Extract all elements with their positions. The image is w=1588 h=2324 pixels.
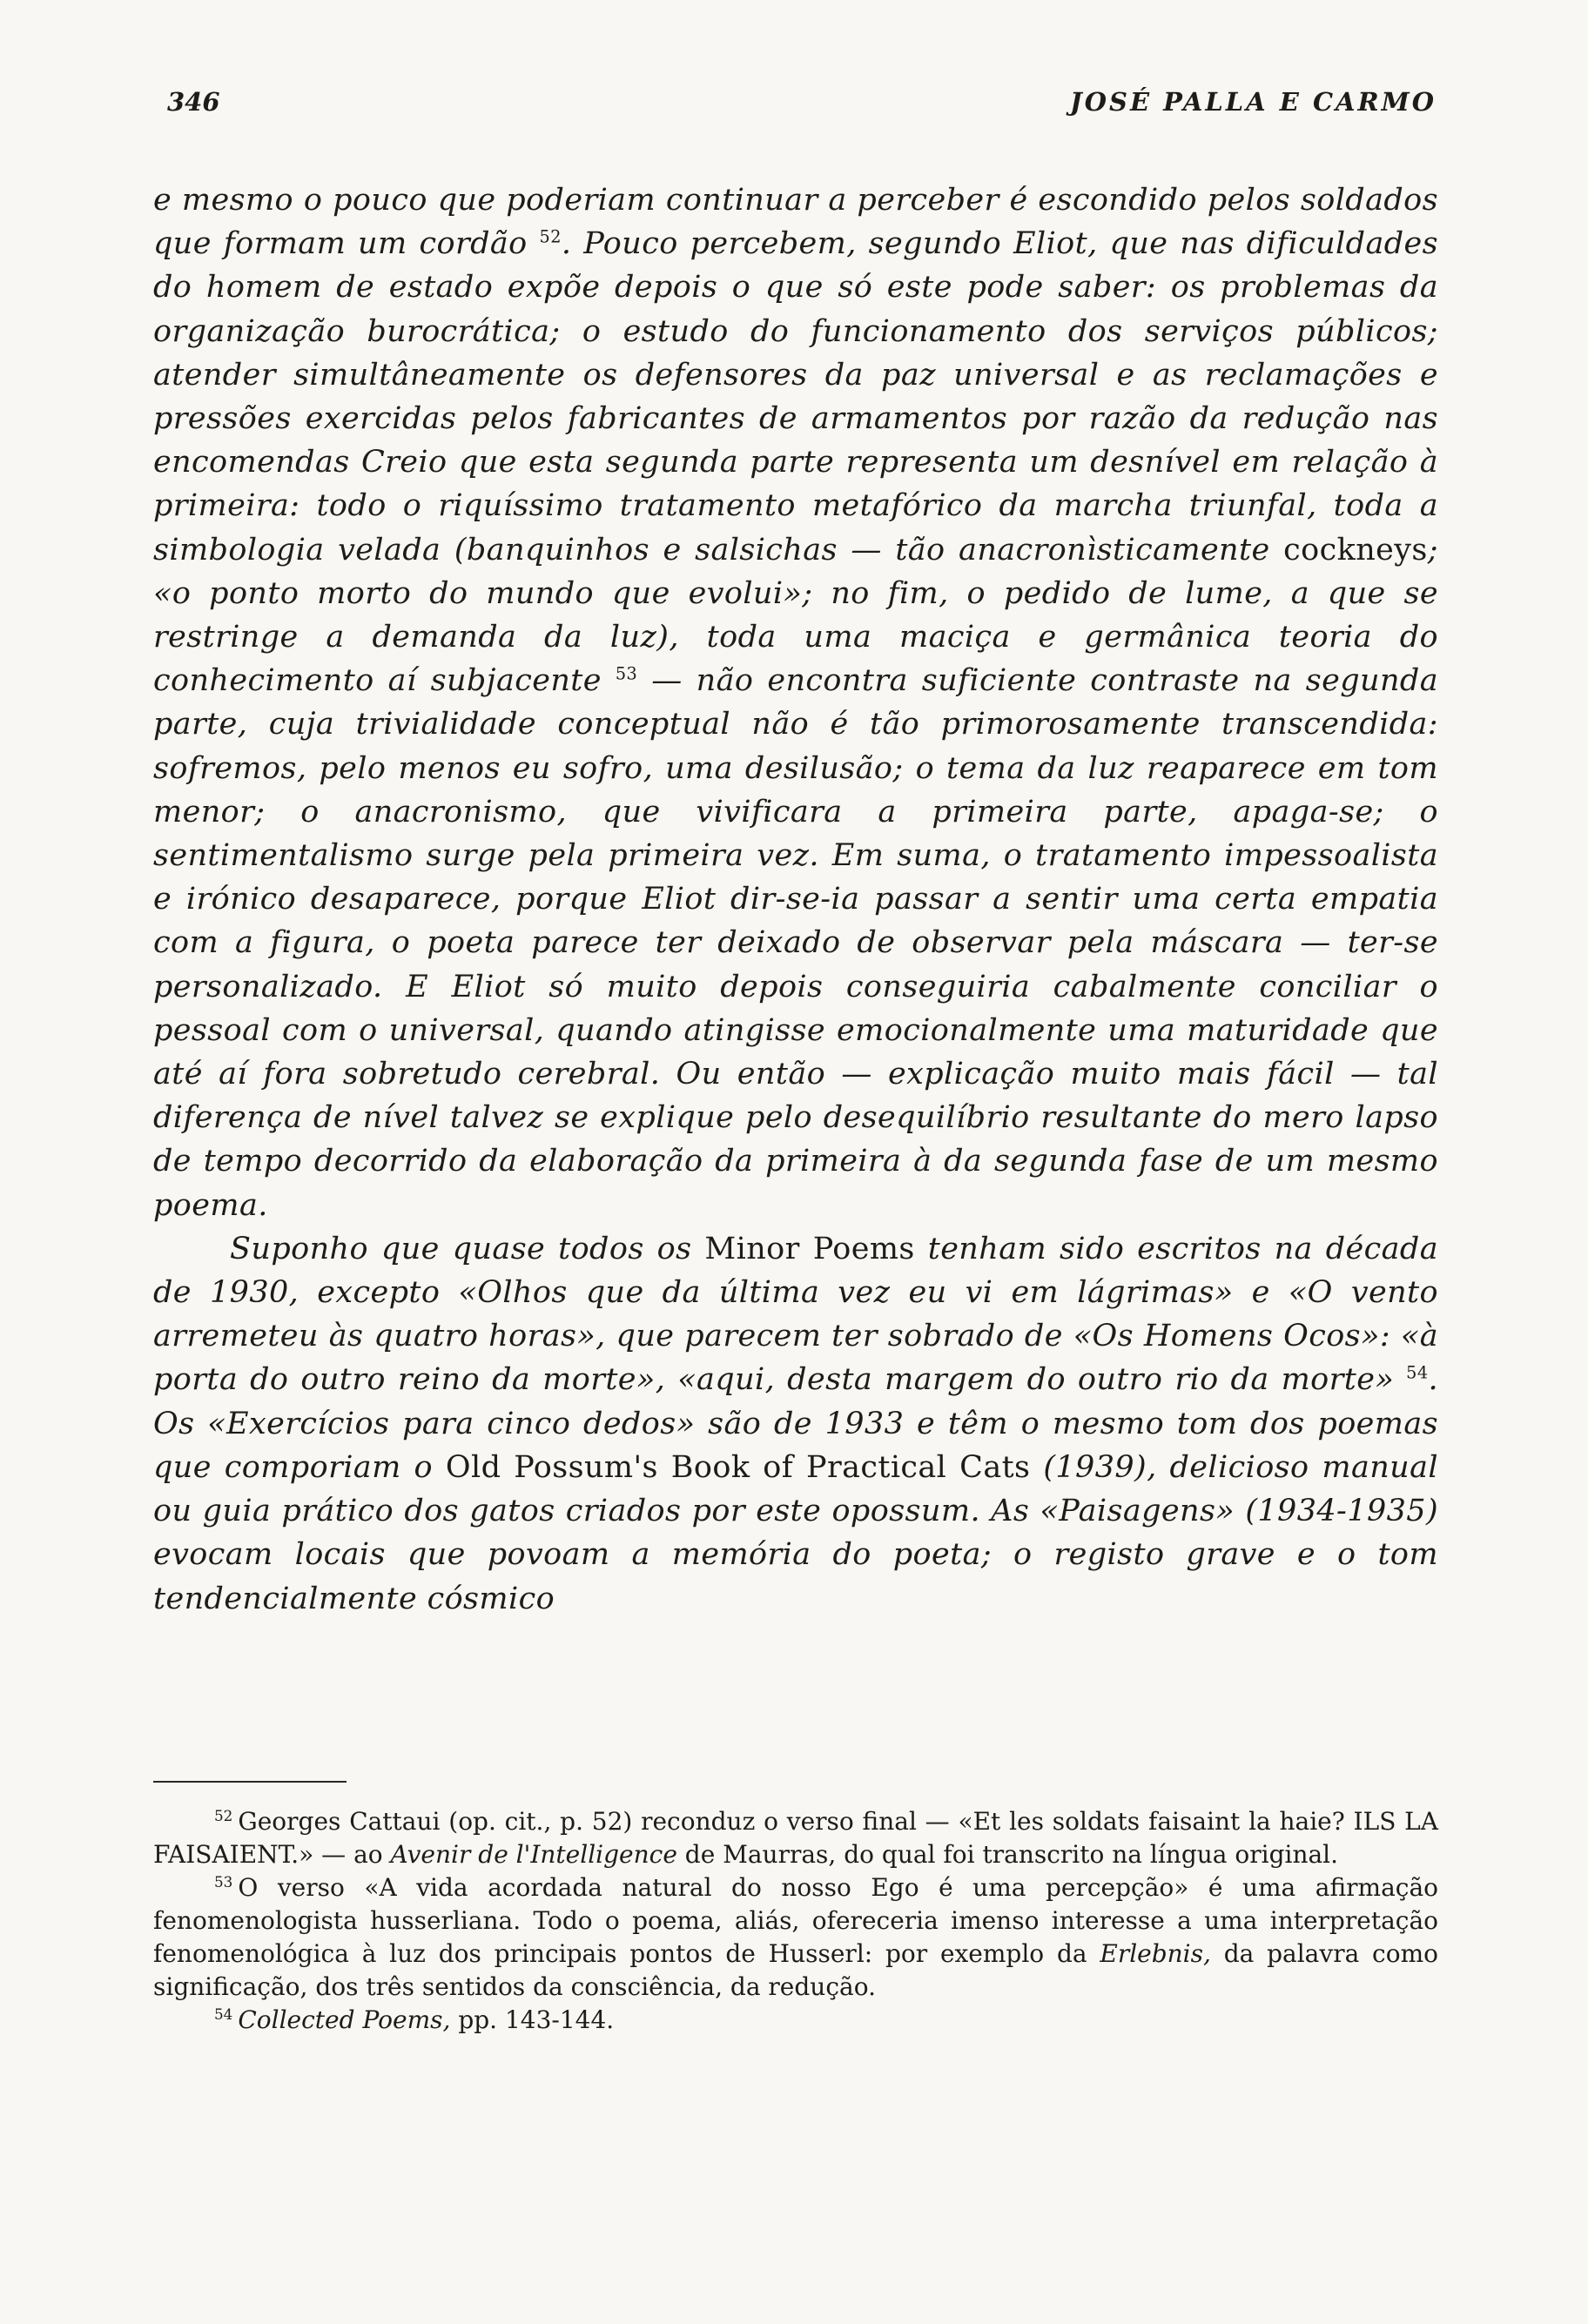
- footnote-divider: [153, 1781, 347, 1783]
- paragraph: Suponho que quase todos os Minor Poems tenham sido escritos na década de 1930, excepto «Olhos que da última vez eu vi em lágrimas» e «O vento arremeteu às quatro horas», que parecem ter sobrado de «Os Homens Ocos»: «à porta do outro reino da morte», «aqui, desta margem do outro rio da morte» $^{54}$. Os «Exercícios para cinco dedos» são de 1933 e têm o mesmo tom dos poemas que comporiam o Old Possum's Book of Practical Cats (1939), delicioso manual ou guia prático dos gatos criados por este opossum. As «Paisagens» (1934-1935) evocam locais que povoam a memória do poeta; o registo grave e o tom tendencialmente cósmico: [153, 1231, 1438, 1616]
- running-head-author: JOSÉ PALLA E CARMO: [1070, 87, 1437, 117]
- footnote-53: $^{53}$ O verso «A vida acordada natural do nosso Ego é uma percepção» é uma afirmação fenomenologista husserliana. Todo o poema, aliás, ofereceria imenso interesse a uma interpretação fenomenológica à luz dos principais pontos de Husserl: por exemplo da Erlebnis, da palavra como significação, dos três sentidos da consciência, da redução.: [153, 1872, 1439, 2001]
- footnote-52: $^{52}$ Georges Cattaui (op. cit., p. 52) reconduz o verso final — «Et les soldats faisaint la haie? ILS LA FAISAIENT.» — ao Avenir de l'Intelligence de Maurras, do qual foi transcrito na língua original.: [153, 1806, 1438, 1869]
- footnote-ref[interactable]: 53: [615, 663, 638, 684]
- paragraph: e mesmo o pouco que poderiam continuar a perceber é escondido pelos soldados que formam um cordão $^{52}$. Pouco percebem, segundo Eliot, que nas dificuldades do homem de estado expõe depois o que só este pode saber: os problemas da organização burocrática; o estudo do funcionamento dos serviços públicos; atender simultâneamente os defensores da paz universal e as reclamações e pressões exercidas pelos fabricantes de armamentos por razão da redução nas encomendas Creio que esta segunda parte representa um desnível em relação à primeira: todo o riquíssimo tratamento metafórico da marcha triunfal, toda a simbologia velada (banquinhos e salsichas — tão anacronìsticamente cockneys; «o ponto morto do mundo que evolui»; no fim, o pedido de lume, a que se restringe a demanda da luz), toda uma maciça e germânica teoria do conhecimento aí subjacente $^{53}$ — não encontra suficiente contraste na segunda parte, cuja trivialidade conceptual não é tão primorosamente transcendida: sofremos, pelo menos eu sofro, uma desilusão; o tema da luz reaparece em tom menor; o anacronismo, que vivificara a primeira parte, apaga-se; o sentimentalismo surge pela primeira vez. Em suma, o tratamento impessoalista e irónico desaparece, porque Eliot dir-se-ia passar a sentir uma certa empatia com a figura, o poeta parece ter deixado de observar pela máscara — ter-se personalizado. E Eliot só muito depois conseguiria cabalmente conciliar o pessoal com o universal, quando atingisse emocionalmente uma maturidade que até aí fora sobretudo cerebral. Ou então — explicação muito mais fácil — tal diferença de nível talvez se explique pelo desequilíbrio resultante do mero lapso de tempo decorrido da elaboração da primeira à da segunda fase de um mesmo poema.: [153, 183, 1438, 1223]
- footnote-ref[interactable]: 54: [1406, 1362, 1429, 1383]
- footnote-54: $^{54}$ Collected Poems, pp. 143-144.: [214, 2005, 615, 2034]
- main-text: [153, 178, 1438, 1621]
- page-number: 346: [167, 87, 220, 117]
- footnotes: [153, 1805, 1438, 2037]
- footnote-ref[interactable]: 52: [539, 226, 562, 247]
- running-header: [167, 87, 1437, 139]
